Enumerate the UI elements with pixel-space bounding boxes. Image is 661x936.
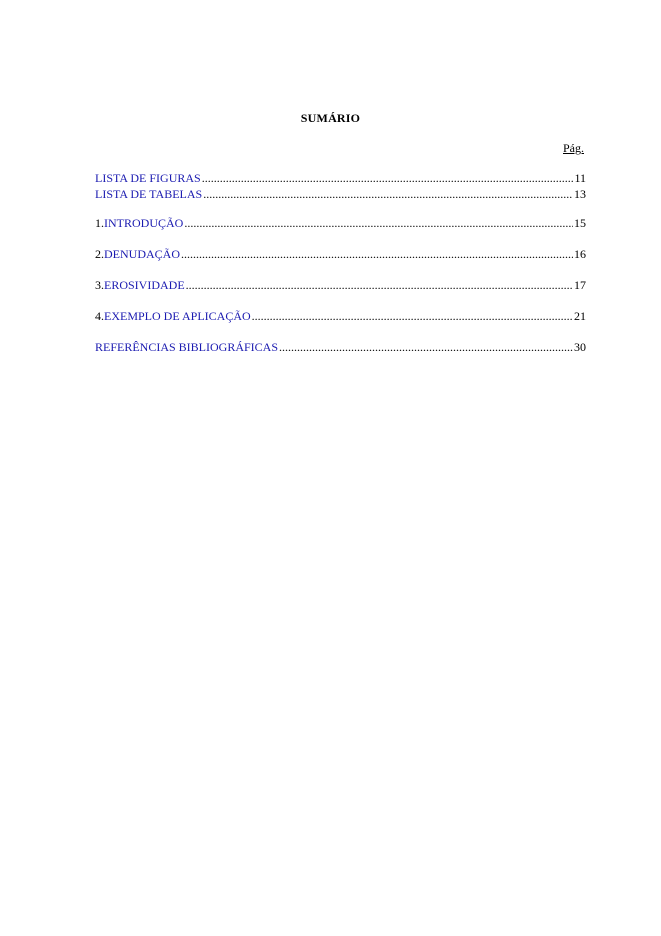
toc-entry-number: 1. xyxy=(95,216,104,230)
toc-entry-label[interactable]: INTRODUÇÃO xyxy=(104,216,184,230)
toc-entry-erosividade[interactable] xyxy=(95,277,586,293)
toc-entry-label[interactable]: DENUDAÇÃO xyxy=(104,247,180,261)
toc-entry-label[interactable]: LISTA DE TABELAS xyxy=(95,187,203,201)
toc-entry-page: 17 xyxy=(574,278,586,292)
toc-entry-label[interactable]: EROSIVIDADE xyxy=(104,278,185,292)
toc-entry-label[interactable]: REFERÊNCIAS BIBLIOGRÁFICAS xyxy=(95,340,279,354)
toc-entry-page: 30 xyxy=(574,340,586,354)
dot-leader xyxy=(202,170,574,186)
toc-entry-referencias-bibliograficas[interactable] xyxy=(95,339,586,355)
dot-leader xyxy=(184,215,573,231)
toc-entry-number: 3. xyxy=(95,278,104,292)
page-title: SUMÁRIO xyxy=(300,111,361,125)
toc-entry-lista-de-figuras[interactable] xyxy=(95,170,586,186)
toc-entry-label[interactable]: LISTA DE FIGURAS xyxy=(95,171,201,185)
toc-entry-number: 2. xyxy=(95,247,104,261)
toc-entry-label[interactable]: EXEMPLO DE APLICAÇÃO xyxy=(104,309,251,323)
toc-entry-lista-de-tabelas[interactable] xyxy=(95,186,586,202)
dot-leader xyxy=(186,277,573,293)
toc-entry-introducao[interactable] xyxy=(95,215,586,231)
toc-entry-page: 11 xyxy=(574,171,586,185)
toc-entry-page: 15 xyxy=(574,216,586,230)
dot-leader xyxy=(252,308,573,324)
toc-entry-page: 13 xyxy=(574,187,586,201)
toc-entry-number: 4. xyxy=(95,309,104,323)
toc-entry-page: 16 xyxy=(574,247,586,261)
dot-leader xyxy=(279,339,573,355)
dot-leader xyxy=(203,186,573,202)
page-column-label: Pág. xyxy=(563,141,584,155)
toc-entry-denudacao[interactable] xyxy=(95,246,586,262)
toc-entry-exemplo-de-aplicacao[interactable] xyxy=(95,308,586,324)
toc-entry-page: 21 xyxy=(574,309,586,323)
dot-leader xyxy=(181,246,573,262)
